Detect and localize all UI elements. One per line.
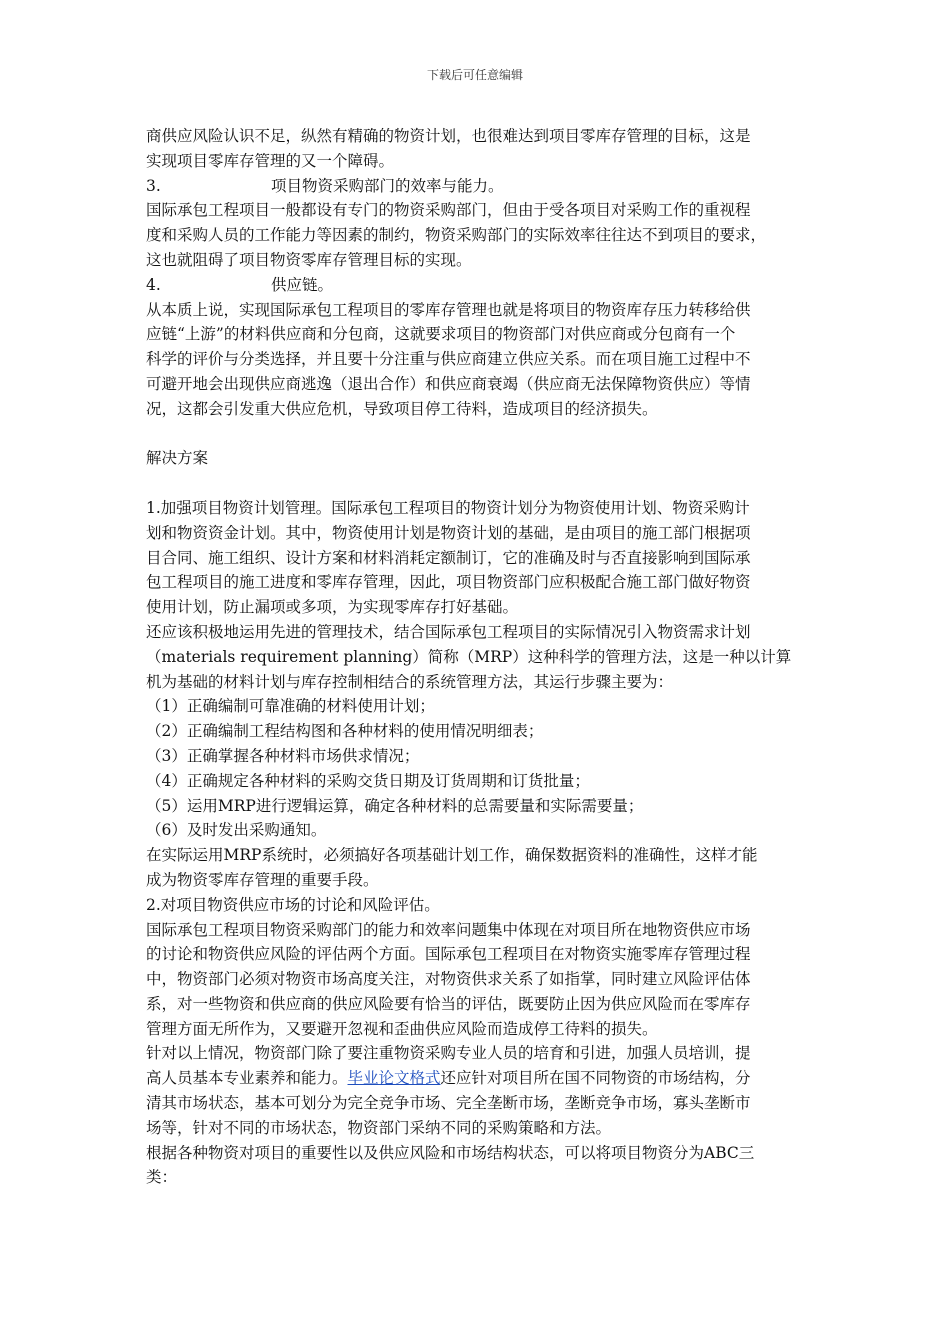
text-line: 还应该积极地运用先进的管理技术，结合国际承包工程项目的实际情况引入物资需求计划	[146, 622, 751, 641]
blank-line	[146, 471, 806, 496]
text-line: （2）正确编制工程结构图和各种材料的使用情况明细表；	[146, 722, 544, 741]
text-line: 国际承包工程项目物资采购部门的能力和效率问题集中体现在对项目所在地物资供应市场	[146, 920, 751, 939]
text-line: 实现项目零库存管理的又一个障碍。	[146, 151, 395, 170]
text-line: 包工程项目的施工进度和零库存管理，因此，项目物资部门应积极配合施工部门做好物资	[146, 573, 751, 592]
text-line: 1.加强项目物资计划管理。国际承包工程项目的物资计划分为物资使用计划、物资采购计	[146, 498, 750, 517]
text-line: （materials requirement planning）简称（MRP）这种科学的管理方法，这是一种以计算	[146, 647, 792, 666]
numbered-heading	[146, 174, 806, 199]
numbered-heading	[146, 273, 806, 298]
list-number: 4.	[146, 275, 161, 294]
text-line: 2.对项目物资供应市场的讨论和风险评估。	[146, 895, 440, 914]
text-line: 系，对一些物资和供应商的供应风险要有恰当的评估，既要防止因为供应风险而在零库存	[146, 994, 751, 1013]
text-line: 中，物资部门必须对物资市场高度关注，对物资供求关系了如指掌，同时建立风险评估体	[146, 970, 751, 989]
text-line: 的讨论和物资供应风险的评估两个方面。国际承包工程项目在对物资实施零库存管理过程	[146, 945, 751, 964]
heading-text: 供应链。	[271, 275, 334, 294]
page-header: 下载后可任意编辑	[426, 68, 523, 82]
text-line: 应链“上游”的材料供应商和分包商，这就要求项目的物资部门对供应商或分包商有一个	[146, 325, 736, 344]
text-line: 清其市场状态，基本可划分为完全竞争市场、完全垄断市场，垄断竞争市场，寡头垄断市	[146, 1094, 751, 1113]
text-line: 科学的评价与分类选择，并且要十分注重与供应商建立供应关系。而在项目施工过程中不	[146, 350, 751, 369]
text-line: 使用计划，防止漏项或多项，为实现零库存打好基础。	[146, 598, 519, 617]
text-line: （4）正确规定各种材料的采购交货日期及订货周期和订货批量；	[146, 771, 590, 790]
text-line: （3）正确掌握各种材料市场供求情况；	[146, 746, 420, 765]
text-line: 管理方面无所作为，又要避开忽视和歪曲供应风险而造成停工待料的损失。	[146, 1019, 658, 1038]
text-line: （6）及时发出采购通知。	[146, 821, 327, 840]
text-segment: 还应针对项目所在国不同物资的市场结构，分	[440, 1069, 751, 1088]
text-line: 机为基础的材料计划与库存控制相结合的系统管理方法，其运行步骤主要为：	[146, 672, 674, 691]
text-line: 在实际运用MRP系统时，必须搞好各项基础计划工作，确保数据资料的准确性，这样才能	[146, 846, 758, 865]
text-line: 划和物资资金计划。其中，物资使用计划是物资计划的基础，是由项目的施工部门根据项	[146, 523, 751, 542]
text-line: （5）运用MRP进行逻辑运算，确定各种材料的总需要量和实际需要量；	[146, 796, 644, 815]
text-line: 成为物资零库存管理的重要手段。	[146, 870, 379, 889]
blank-line	[146, 422, 806, 447]
text-line: 从本质上说，实现国际承包工程项目的零库存管理也就是将项目的物资库存压力转移给供	[146, 300, 751, 319]
text-line: 商供应风险认识不足，纵然有精确的物资计划，也很难达到项目零库存管理的目标，这是	[146, 127, 751, 145]
heading-text: 项目物资采购部门的效率与能力。	[271, 176, 504, 195]
text-segment: 高人员基本专业素养和能力。	[146, 1069, 348, 1088]
text-line: 可避开地会出现供应商逃逸（退出合作）和供应商衰竭（供应商无法保障物资供应）等情	[146, 374, 751, 393]
text-line: 场等，针对不同的市场状态，物资部门采纳不同的采购策略和方法。	[146, 1118, 612, 1137]
section-heading: 解决方案	[146, 449, 209, 468]
list-number: 3.	[146, 176, 161, 195]
text-line: 针对以上情况，物资部门除了要注重物资采购专业人员的培育和引进，加强人员培训，提	[146, 1044, 751, 1063]
text-line: （1）正确编制可靠准确的材料使用计划；	[146, 697, 435, 716]
text-line: 况，这都会引发重大供应危机，导致项目停工待料，造成项目的经济损失。	[146, 399, 658, 418]
text-line: 这也就阻碍了项目物资零库存管理目标的实现。	[146, 250, 472, 269]
text-line: 目合同、施工组织、设计方案和材料消耗定额制订，它的准确及时与否直接影响到国际承	[146, 548, 751, 567]
text-line: 国际承包工程项目一般都设有专门的物资采购部门，但由于受各项目对采购工作的重视程	[146, 201, 751, 220]
text-line: 根据各种物资对项目的重要性以及供应风险和市场结构状态，可以将项目物资分为ABC三	[146, 1143, 755, 1162]
text-line: 度和采购人员的工作能力等因素的制约，物资采购部门的实际效率往往达不到项目的要求，	[146, 226, 767, 245]
text-line-with-link	[146, 1066, 806, 1091]
thesis-format-link[interactable]: 毕业论文格式	[347, 1069, 441, 1088]
document-body	[146, 124, 806, 1190]
text-line: 类：	[146, 1168, 178, 1187]
